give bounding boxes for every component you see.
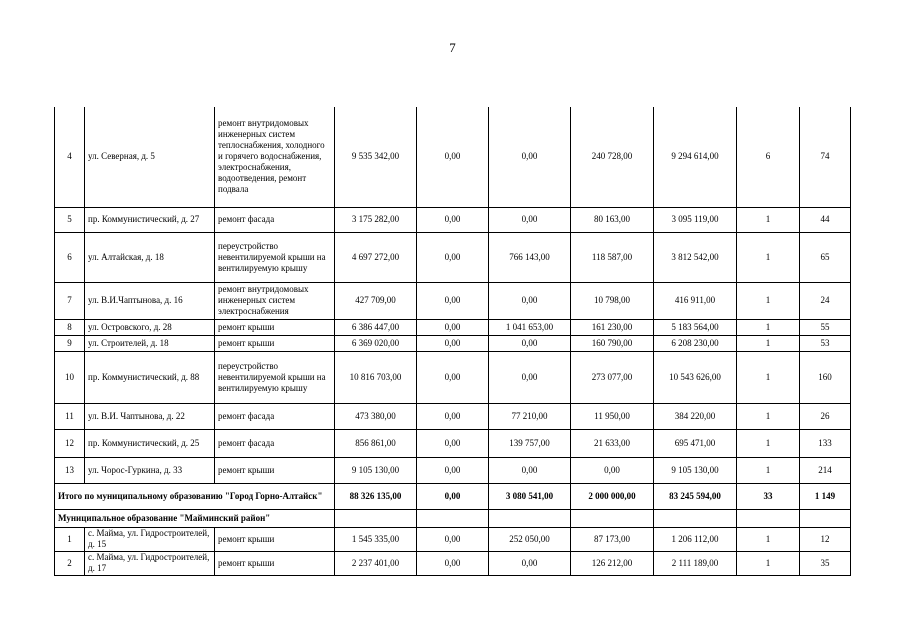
amount-cell: 0,00 bbox=[489, 107, 571, 207]
address-cell: ул. Чорос-Гуркина, д. 33 bbox=[85, 457, 215, 483]
row-number: 9 bbox=[55, 335, 85, 351]
amount-cell: 0,00 bbox=[489, 457, 571, 483]
amount-cell: 9 294 614,00 bbox=[654, 107, 737, 207]
count-cell: 35 bbox=[800, 551, 851, 575]
amount-cell: 160 790,00 bbox=[571, 335, 654, 351]
amount-cell: 0,00 bbox=[417, 551, 489, 575]
row-number: 2 bbox=[55, 551, 85, 575]
amount-cell: 416 911,00 bbox=[654, 282, 737, 319]
amount-cell: 3 812 542,00 bbox=[654, 232, 737, 282]
count-cell: 1 bbox=[737, 282, 800, 319]
amount-cell: 0,00 bbox=[417, 207, 489, 232]
amount-cell: 3 080 541,00 bbox=[489, 483, 571, 509]
table-row bbox=[55, 282, 851, 319]
count-cell: 55 bbox=[800, 319, 851, 335]
count-cell: 1 bbox=[737, 207, 800, 232]
amount-cell: 0,00 bbox=[489, 207, 571, 232]
amount-cell: 695 471,00 bbox=[654, 429, 737, 457]
table-row bbox=[55, 319, 851, 335]
amount-cell: 83 245 594,00 bbox=[654, 483, 737, 509]
amount-cell: 0,00 bbox=[417, 107, 489, 207]
address-cell: ул. Северная, д. 5 bbox=[85, 107, 215, 207]
address-cell: пр. Коммунистический, д. 88 bbox=[85, 351, 215, 403]
count-cell: 24 bbox=[800, 282, 851, 319]
work-type-cell: ремонт крыши bbox=[215, 527, 335, 551]
amount-cell: 0,00 bbox=[489, 551, 571, 575]
count-cell: 1 bbox=[737, 429, 800, 457]
total-cost-cell: 427 709,00 bbox=[335, 282, 417, 319]
municipality-header-row bbox=[55, 509, 851, 527]
total-cost-cell: 2 237 401,00 bbox=[335, 551, 417, 575]
count-cell: 53 bbox=[800, 335, 851, 351]
table-row bbox=[55, 527, 851, 551]
row-number: 4 bbox=[55, 107, 85, 207]
amount-cell: 139 757,00 bbox=[489, 429, 571, 457]
amount-cell: 0,00 bbox=[417, 335, 489, 351]
total-cost-cell: 6 369 020,00 bbox=[335, 335, 417, 351]
count-cell: 33 bbox=[737, 483, 800, 509]
row-number: 13 bbox=[55, 457, 85, 483]
total-cost-cell: 6 386 447,00 bbox=[335, 319, 417, 335]
count-cell: 1 149 bbox=[800, 483, 851, 509]
amount-cell: 21 633,00 bbox=[571, 429, 654, 457]
count-cell: 1 bbox=[737, 335, 800, 351]
amount-cell: 0,00 bbox=[489, 335, 571, 351]
work-type-cell: ремонт крыши bbox=[215, 551, 335, 575]
work-type-cell: ремонт крыши bbox=[215, 335, 335, 351]
amount-cell: 10 543 626,00 bbox=[654, 351, 737, 403]
page-number: 7 bbox=[449, 40, 456, 55]
amount-cell: 0,00 bbox=[489, 282, 571, 319]
row-number: 10 bbox=[55, 351, 85, 403]
count-cell: 133 bbox=[800, 429, 851, 457]
table-row bbox=[55, 403, 851, 429]
count-cell: 1 bbox=[737, 351, 800, 403]
work-type-cell: ремонт крыши bbox=[215, 319, 335, 335]
address-cell: с. Майма, ул. Гидростроителей, д. 15 bbox=[85, 527, 215, 551]
total-cost-cell: 856 861,00 bbox=[335, 429, 417, 457]
amount-cell: 0,00 bbox=[571, 457, 654, 483]
work-type-cell: ремонт крыши bbox=[215, 457, 335, 483]
total-cost-cell: 473 380,00 bbox=[335, 403, 417, 429]
address-cell: с. Майма, ул. Гидростроителей, д. 17 bbox=[85, 551, 215, 575]
amount-cell: 0,00 bbox=[417, 232, 489, 282]
total-cost-cell: 9 105 130,00 bbox=[335, 457, 417, 483]
count-cell: 1 bbox=[737, 319, 800, 335]
table-row bbox=[55, 232, 851, 282]
work-type-cell: ремонт внутридомовых инженерных систем электроснабжения bbox=[215, 282, 335, 319]
amount-cell: 10 798,00 bbox=[571, 282, 654, 319]
amount-cell: 1 041 653,00 bbox=[489, 319, 571, 335]
amount-cell: 9 105 130,00 bbox=[654, 457, 737, 483]
amount-cell: 87 173,00 bbox=[571, 527, 654, 551]
total-row bbox=[55, 483, 851, 509]
amount-cell: 273 077,00 bbox=[571, 351, 654, 403]
count-cell: 214 bbox=[800, 457, 851, 483]
amount-cell: 0,00 bbox=[417, 319, 489, 335]
amount-cell: 0,00 bbox=[417, 457, 489, 483]
municipality-header: Муниципальное образование "Майминский район" bbox=[55, 509, 335, 527]
total-cost-cell: 88 326 135,00 bbox=[335, 483, 417, 509]
amount-cell: 0,00 bbox=[489, 351, 571, 403]
address-cell: пр. Коммунистический, д. 25 bbox=[85, 429, 215, 457]
total-cost-cell: 3 175 282,00 bbox=[335, 207, 417, 232]
amount-cell: 2 111 189,00 bbox=[654, 551, 737, 575]
count-cell: 1 bbox=[737, 232, 800, 282]
amount-cell: 80 163,00 bbox=[571, 207, 654, 232]
amount-cell: 2 000 000,00 bbox=[571, 483, 654, 509]
count-cell: 26 bbox=[800, 403, 851, 429]
count-cell: 44 bbox=[800, 207, 851, 232]
row-number: 12 bbox=[55, 429, 85, 457]
row-number: 1 bbox=[55, 527, 85, 551]
address-cell: ул. В.И. Чаптынова, д. 22 bbox=[85, 403, 215, 429]
table-row bbox=[55, 551, 851, 575]
table-row bbox=[55, 335, 851, 351]
count-cell: 1 bbox=[737, 551, 800, 575]
count-cell: 1 bbox=[737, 457, 800, 483]
address-cell: ул. Алтайская, д. 18 bbox=[85, 232, 215, 282]
total-cost-cell: 9 535 342,00 bbox=[335, 107, 417, 207]
row-number: 7 bbox=[55, 282, 85, 319]
count-cell: 12 bbox=[800, 527, 851, 551]
address-cell: ул. Островского, д. 28 bbox=[85, 319, 215, 335]
amount-cell: 161 230,00 bbox=[571, 319, 654, 335]
count-cell: 6 bbox=[737, 107, 800, 207]
amount-cell: 0,00 bbox=[417, 351, 489, 403]
work-type-cell: ремонт фасада bbox=[215, 403, 335, 429]
total-cost-cell: 10 816 703,00 bbox=[335, 351, 417, 403]
address-cell: пр. Коммунистический, д. 27 bbox=[85, 207, 215, 232]
address-cell: ул. Строителей, д. 18 bbox=[85, 335, 215, 351]
work-type-cell: ремонт фасада bbox=[215, 207, 335, 232]
amount-cell: 0,00 bbox=[417, 282, 489, 319]
amount-cell: 5 183 564,00 bbox=[654, 319, 737, 335]
repair-table bbox=[54, 107, 851, 576]
work-type-cell: ремонт внутридомовых инженерных систем теплоснабжения, холодного и горячего водоснабжения, электроснабжения, водоотведения, ремонт подвала bbox=[215, 107, 335, 207]
amount-cell: 252 050,00 bbox=[489, 527, 571, 551]
total-cost-cell: 4 697 272,00 bbox=[335, 232, 417, 282]
table-row bbox=[55, 429, 851, 457]
amount-cell: 766 143,00 bbox=[489, 232, 571, 282]
amount-cell: 0,00 bbox=[417, 527, 489, 551]
work-type-cell: переустройство невентилируемой крыши на вентилируемую крышу bbox=[215, 351, 335, 403]
amount-cell: 11 950,00 bbox=[571, 403, 654, 429]
count-cell: 74 bbox=[800, 107, 851, 207]
address-cell: ул. В.И.Чаптынова, д. 16 bbox=[85, 282, 215, 319]
table-row bbox=[55, 457, 851, 483]
amount-cell: 384 220,00 bbox=[654, 403, 737, 429]
row-number: 11 bbox=[55, 403, 85, 429]
row-number: 6 bbox=[55, 232, 85, 282]
amount-cell: 240 728,00 bbox=[571, 107, 654, 207]
amount-cell: 6 208 230,00 bbox=[654, 335, 737, 351]
amount-cell: 126 212,00 bbox=[571, 551, 654, 575]
row-number: 8 bbox=[55, 319, 85, 335]
table-row bbox=[55, 207, 851, 232]
count-cell: 1 bbox=[737, 527, 800, 551]
amount-cell: 118 587,00 bbox=[571, 232, 654, 282]
total-cost-cell: 1 545 335,00 bbox=[335, 527, 417, 551]
amount-cell: 77 210,00 bbox=[489, 403, 571, 429]
amount-cell: 0,00 bbox=[417, 403, 489, 429]
amount-cell: 1 206 112,00 bbox=[654, 527, 737, 551]
total-label: Итого по муниципальному образованию "Город Горно-Алтайск" bbox=[55, 483, 335, 509]
count-cell: 65 bbox=[800, 232, 851, 282]
count-cell: 160 bbox=[800, 351, 851, 403]
amount-cell: 3 095 119,00 bbox=[654, 207, 737, 232]
row-number: 5 bbox=[55, 207, 85, 232]
count-cell: 1 bbox=[737, 403, 800, 429]
table-row bbox=[55, 107, 851, 207]
work-type-cell: переустройство невентилируемой крыши на вентилируемую крышу bbox=[215, 232, 335, 282]
amount-cell: 0,00 bbox=[417, 483, 489, 509]
amount-cell: 0,00 bbox=[417, 429, 489, 457]
table-row bbox=[55, 351, 851, 403]
work-type-cell: ремонт фасада bbox=[215, 429, 335, 457]
